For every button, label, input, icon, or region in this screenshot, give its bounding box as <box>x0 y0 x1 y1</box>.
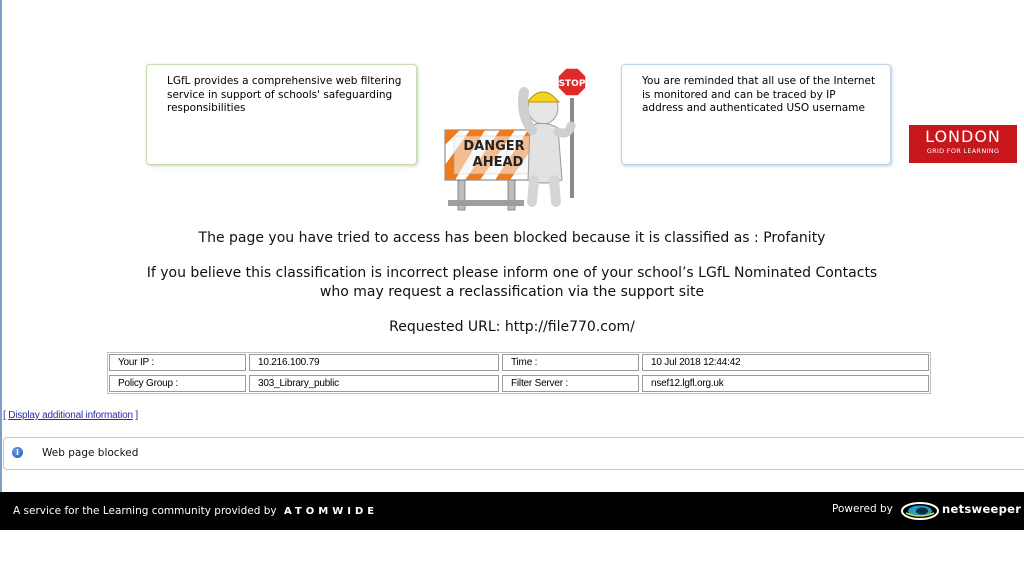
ip-value: 10.216.100.79 <box>249 354 499 371</box>
danger-ahead-graphic <box>440 62 600 212</box>
london-grid-logo <box>909 125 1017 163</box>
open-bracket: [ <box>3 410 6 421</box>
server-value: nsef12.lgfl.org.uk <box>642 375 929 392</box>
time-label: Time : <box>502 354 639 371</box>
powered-by-text: Powered by <box>832 503 893 515</box>
policy-label: Policy Group : <box>109 375 246 392</box>
info-icon: i <box>12 447 23 458</box>
service-text: A service for the Learning community provided by <box>13 505 277 517</box>
display-additional-info-link[interactable]: Display additional information <box>8 410 133 421</box>
policy-value: 303_Library_public <box>249 375 499 392</box>
additional-info-row <box>3 410 138 421</box>
notice-text: Web page blocked <box>42 447 139 459</box>
time-value: 10 Jul 2018 12:44:42 <box>642 354 929 371</box>
inform-message-line1: If you believe this classification is incorrect please inform one of your school’s LGfL Nominated Contacts <box>146 265 878 281</box>
blocked-message: The page you have tried to access has been blocked because it is classified as : Profanity <box>198 230 826 246</box>
footer-service <box>13 505 378 517</box>
inform-message-line2: who may request a reclassification via the support site <box>319 284 705 300</box>
blocked-notice <box>3 437 1024 470</box>
lgfl-info-text: LGfL provides a comprehensive web filtering service in support of schools' safeguarding responsibilities <box>167 75 402 114</box>
atomwide-brand: ATOMWIDE <box>283 506 379 517</box>
logo-line2: GRID FOR LEARNING <box>926 147 1000 155</box>
lgfl-info-box <box>146 64 417 165</box>
monitoring-info-text: You are reminded that all use of the Internet is monitored and can be traced by IP address and authenticated USO username <box>642 75 876 114</box>
netsweeper-logo-icon <box>900 501 940 521</box>
details-table <box>107 352 931 394</box>
server-label: Filter Server : <box>502 375 639 392</box>
ip-label: Your IP : <box>109 354 246 371</box>
requested-url: Requested URL: http://file770.com/ <box>389 319 635 335</box>
stop-sign-text: STOP <box>558 79 586 89</box>
monitoring-info-box <box>621 64 891 165</box>
danger-text-line1: DANGER <box>463 139 525 154</box>
danger-text-line2: AHEAD <box>472 155 524 170</box>
close-bracket: ] <box>135 410 139 421</box>
footer-bar <box>0 492 1024 530</box>
netsweeper-text: netsweeper <box>942 502 1022 516</box>
logo-line1: LONDON <box>925 127 1001 146</box>
